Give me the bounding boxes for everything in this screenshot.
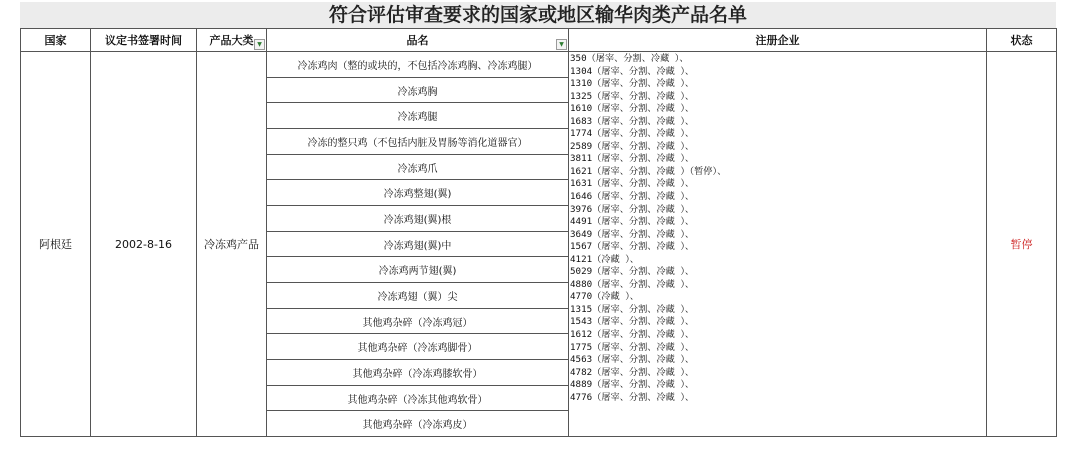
enterprise-item: 2589（屠宰、分割、冷藏 ）、 bbox=[570, 140, 695, 152]
product-item: 冷冻鸡肉（整的或块的，不包括冷冻鸡胸、冷冻鸡腿） bbox=[267, 52, 568, 78]
header-product-label: 品名 bbox=[406, 34, 429, 47]
product-item: 冷冻鸡翅(翼)根 bbox=[267, 206, 568, 232]
product-table bbox=[20, 28, 1057, 437]
table-row bbox=[21, 52, 1057, 437]
header-sign-time-label: 议定书签署时间 bbox=[105, 34, 182, 47]
product-item: 其他鸡杂碎（冷冻鸡冠） bbox=[267, 309, 568, 335]
enterprise-item: 1621（屠宰、分割、冷藏 ）（暂停）、 bbox=[570, 165, 727, 177]
header-country bbox=[21, 29, 91, 52]
cell-category: 冷冻鸡产品 bbox=[197, 52, 267, 437]
enterprise-item: 4491（屠宰、分割、冷藏 ）、 bbox=[570, 216, 695, 228]
product-item: 冷冻鸡胸 bbox=[267, 78, 568, 104]
header-status bbox=[987, 29, 1057, 52]
cell-sign-time: 2002-8-16 bbox=[91, 52, 197, 437]
enterprise-item: 4563（屠宰、分割、冷藏 ）、 bbox=[570, 354, 695, 366]
product-item: 冷冻的整只鸡（不包括内脏及胃肠等消化道器官） bbox=[267, 129, 568, 155]
enterprise-item: 350（屠宰、分割、冷藏 ）、 bbox=[570, 53, 689, 64]
product-item: 其他鸡杂碎（冷冻鸡皮） bbox=[362, 420, 473, 432]
enterprise-item: 1683（屠宰、分割、冷藏 ）、 bbox=[570, 115, 695, 127]
product-list bbox=[267, 52, 568, 436]
header-enterprise-label: 注册企业 bbox=[755, 34, 800, 47]
cell-country: 阿根廷 bbox=[21, 52, 91, 437]
header-country-label: 国家 bbox=[44, 34, 67, 47]
header-category-label: 产品大类 bbox=[209, 34, 254, 47]
header-category bbox=[197, 29, 267, 52]
enterprise-list bbox=[569, 52, 986, 404]
product-item: 冷冻鸡翅（翼）尖 bbox=[267, 283, 568, 309]
product-item: 其他鸡杂碎（冷冻鸡脚骨） bbox=[267, 334, 568, 360]
enterprise-item: 1610（屠宰、分割、冷藏 ）、 bbox=[570, 103, 695, 115]
page-title: 符合评估审查要求的国家或地区输华肉类产品名单 bbox=[20, 2, 1056, 28]
product-item: 冷冻鸡爪 bbox=[267, 155, 568, 181]
enterprise-item: 1775（屠宰、分割、冷藏 ）、 bbox=[570, 341, 695, 353]
header-status-label: 状态 bbox=[1010, 34, 1033, 47]
product-item: 冷冻鸡腿 bbox=[267, 103, 568, 129]
enterprise-item: 4770（冷藏 ）、 bbox=[570, 291, 639, 303]
enterprise-item: 1310（屠宰、分割、冷藏 ）、 bbox=[570, 78, 695, 90]
header-row bbox=[21, 29, 1057, 52]
enterprise-item: 4776（屠宰、分割、冷藏 ）、 bbox=[570, 391, 695, 403]
enterprise-item: 5029（屠宰、分割、冷藏 ）、 bbox=[570, 266, 695, 278]
filter-dropdown-icon[interactable]: ▼ bbox=[556, 39, 567, 50]
status-badge: 暂停 bbox=[987, 52, 1057, 437]
enterprise-item: 1631（屠宰、分割、冷藏 ）、 bbox=[570, 178, 695, 190]
cell-products bbox=[267, 52, 569, 437]
enterprise-item: 1774（屠宰、分割、冷藏 ）、 bbox=[570, 128, 695, 140]
cell-enterprises bbox=[569, 52, 987, 437]
enterprise-item: 4889（屠宰、分割、冷藏 ）、 bbox=[570, 379, 695, 391]
enterprise-item: 3649（屠宰、分割、冷藏 ）、 bbox=[570, 228, 695, 240]
enterprise-item: 4880（屠宰、分割、冷藏 ）、 bbox=[570, 278, 695, 290]
enterprise-item: 1646（屠宰、分割、冷藏 ）、 bbox=[570, 191, 695, 203]
enterprise-item: 3811（屠宰、分割、冷藏 ）、 bbox=[570, 153, 695, 165]
product-item: 冷冻鸡整翅(翼) bbox=[267, 180, 568, 206]
filter-dropdown-icon[interactable]: ▼ bbox=[254, 39, 265, 50]
product-item: 冷冻鸡两节翅(翼) bbox=[267, 257, 568, 283]
product-item: 其他鸡杂碎（冷冻其他鸡软骨） bbox=[267, 386, 568, 412]
product-item: 其他鸡杂碎（冷冻鸡膝软骨） bbox=[267, 360, 568, 386]
header-product bbox=[267, 29, 569, 52]
enterprise-item: 1543（屠宰、分割、冷藏 ）、 bbox=[570, 316, 695, 328]
header-sign-time bbox=[91, 29, 197, 52]
enterprise-item: 1304（屠宰、分割、冷藏 ）、 bbox=[570, 65, 695, 77]
enterprise-item: 1567（屠宰、分割、冷藏 ）、 bbox=[570, 241, 695, 253]
product-item: 冷冻鸡翅(翼)中 bbox=[267, 232, 568, 258]
enterprise-item: 3976（屠宰、分割、冷藏 ）、 bbox=[570, 203, 695, 215]
enterprise-item: 4782（屠宰、分割、冷藏 ）、 bbox=[570, 366, 695, 378]
enterprise-item: 4121（冷藏 ）、 bbox=[570, 253, 639, 265]
enterprise-item: 1612（屠宰、分割、冷藏 ）、 bbox=[570, 329, 695, 341]
header-enterprise bbox=[569, 29, 987, 52]
enterprise-item: 1315（屠宰、分割、冷藏 ）、 bbox=[570, 303, 695, 315]
enterprise-item: 1325（屠宰、分割、冷藏 ）、 bbox=[570, 90, 695, 102]
